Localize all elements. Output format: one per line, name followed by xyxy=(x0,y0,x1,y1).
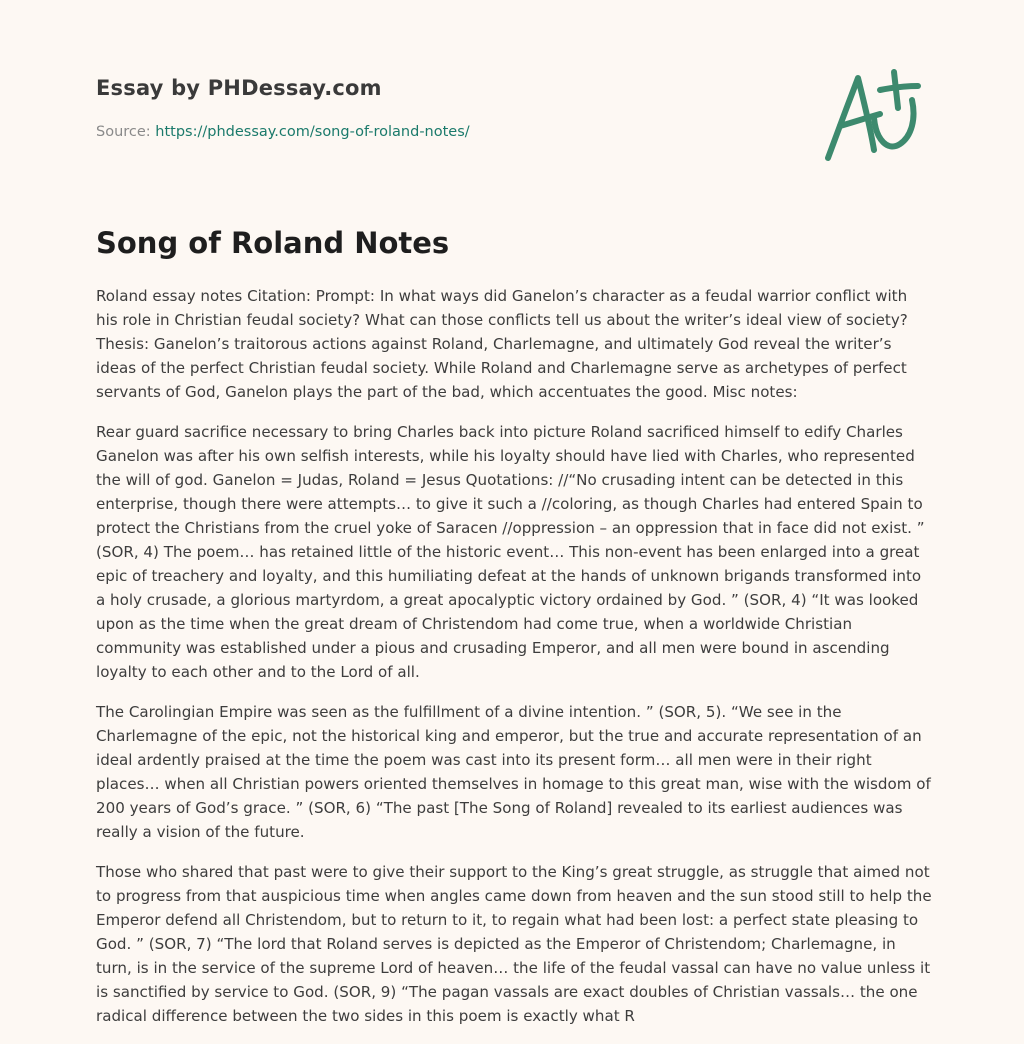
article-paragraph: Roland essay notes Citation: Prompt: In what ways did Ganelon’s character as a feudal warrior conflict with his role in Christian feudal society? What can those conflicts tell us about the writer’s ideal view of society? Thesis: Ganelon’s traitorous actions against Roland, Charlemagne, and ultimately God reveal the writer’s ideas of the perfect Christian feudal society. While Roland and Charlemagne serve as archetypes of perfect servants of God, Ganelon plays the part of the bad, which accentuates the good. Misc notes: xyxy=(96,287,908,401)
source-label: Source: xyxy=(96,124,156,140)
source-line xyxy=(96,124,470,140)
article-paragraph: The Carolingian Empire was seen as the fulfillment of a divine intention. ” (SOR, 5). “We see in the Charlemagne of the epic, not the historical king and emperor, but the true and accurate representation of an ideal ardently praised at the time the poem was cast into its present form… all men were in their right places… when all Christian powers oriented themselves in homage to this great man, wise with the wisdom of 200 years of God’s grace. ” (SOR, 6) “The past [The Song of Roland] revealed to its earliest audiences was really a vision of the future. xyxy=(96,703,931,841)
site-brand: Essay by PHDessay.com xyxy=(96,76,382,100)
page-title: Song of Roland Notes xyxy=(96,226,450,260)
article-paragraph: Rear guard sacrifice necessary to bring Charles back into picture Roland sacrificed himself to edify Charles Ganelon was after his own selfish interests, while his loyalty should have lied with Charles, who represented the will of god. Ganelon = Judas, Roland = Jesus Quotations: //“No crusading intent can be detected in this enterprise, though there were attempts… to give it such a //coloring, as though Charles had entered Spain to protect the Christians from the cruel yoke of Saracen //oppression – an oppression that in face did not exist. ” (SOR, 4) The poem… has retained little of the historic event… This non-event has been enlarged into a great epic of treachery and loyalty, and this humiliating defeat at the hands of unknown brigands transformed into a holy crusade, a glorious martyrdom, a great apocalyptic victory ordained by God. ” (SOR, 4) “It was looked upon as the time when the great dream of Christendom had come true, when a worldwide Christian community was established under a pious and crusading Emperor, and all men were bound in ascending loyalty to each other and to the Lord of all. xyxy=(96,423,925,681)
article-body xyxy=(96,284,932,1044)
article-paragraph: Those who shared that past were to give their support to the King’s great struggle, as struggle that aimed not to progress from that auspicious time when angles came down from heaven and the sun stood still to help the Emperor defend all Christendom, but to return to it, to regain what had been lost: a perfect state pleasing to God. ” (SOR, 7) “The lord that Roland serves is depicted as the Emperor of Christendom; Charlemagne, in turn, is in the service of the supreme Lord of heaven… the life of the feudal vassal can have no value unless it is sanctified by service to God. (SOR, 9) “The pagan vassals are exact doubles of Christian vassals… the one radical difference between the two sides in this poem is exactly what R xyxy=(96,863,932,1025)
a-plus-logo-icon xyxy=(818,66,930,166)
source-link[interactable]: https://phdessay.com/song-of-roland-notes/ xyxy=(155,124,470,140)
